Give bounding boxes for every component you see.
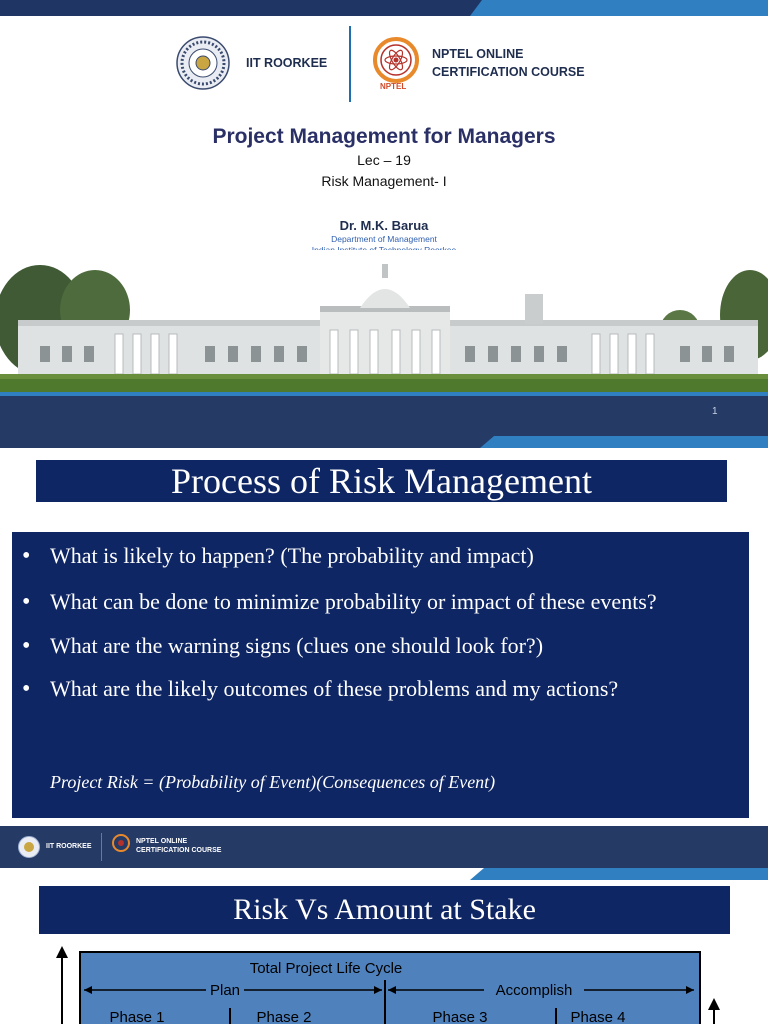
author-name: Dr. M.K. Barua bbox=[339, 218, 429, 233]
bullet-item: • What are the warning signs (clues one should look for?) bbox=[12, 627, 749, 665]
bullet-panel bbox=[12, 532, 749, 818]
slide3-top-accent bbox=[470, 868, 768, 880]
plan-label: Plan bbox=[209, 982, 241, 999]
slide1-top-accent bbox=[470, 0, 768, 16]
project-life-cycle-diagram bbox=[40, 944, 768, 1024]
lecture-number: Lec – 19 bbox=[357, 152, 411, 168]
slide2-top-accent bbox=[480, 436, 768, 448]
footer-nptel-line1: NPTEL ONLINE bbox=[136, 838, 188, 845]
phase-label: Phase 1 bbox=[109, 1009, 165, 1024]
page-number: 1 bbox=[712, 406, 718, 417]
phase-label: Phase 3 bbox=[432, 1009, 488, 1024]
risk-formula: Project Risk = (Probability of Event)(Consequences of Event) bbox=[50, 772, 496, 792]
iit-roorkee-seal-icon bbox=[18, 836, 40, 858]
accomplish-label: Accomplish bbox=[495, 982, 573, 999]
footer-nptel-line2: CERTIFICATION COURSE bbox=[136, 847, 222, 854]
bullet-item: • What can be done to minimize probability or impact of these events? bbox=[12, 583, 749, 621]
slide3-title: Risk Vs Amount at Stake bbox=[39, 886, 730, 934]
slide2-title: Process of Risk Management bbox=[36, 460, 727, 502]
phase-label: Phase 2 bbox=[256, 1009, 312, 1024]
department-label: Department of Management bbox=[331, 234, 437, 244]
nptel-logo-label: NPTEL bbox=[380, 82, 407, 91]
slide1-bottom-line bbox=[0, 392, 768, 396]
footer-iit-label: IIT ROORKEE bbox=[46, 843, 92, 850]
footer-divider bbox=[101, 833, 102, 861]
nptel-line1: NPTEL ONLINE bbox=[432, 47, 524, 61]
phase-label: Phase 4 bbox=[570, 1009, 626, 1024]
logo-divider bbox=[349, 26, 351, 102]
iit-roorkee-seal-icon bbox=[176, 36, 230, 90]
left-axis-arrow-icon bbox=[56, 946, 68, 958]
bullet-item: • What is likely to happen? (The probability and impact) bbox=[12, 537, 749, 575]
iit-roorkee-label: IIT ROORKEE bbox=[246, 56, 328, 70]
nptel-logo-icon bbox=[112, 834, 130, 858]
nptel-line2: CERTIFICATION COURSE bbox=[432, 65, 585, 79]
right-axis-arrow-icon bbox=[708, 998, 720, 1010]
campus-building-image bbox=[0, 250, 768, 392]
course-title: Project Management for Managers bbox=[212, 125, 556, 148]
bullet-item: • What are the likely outcomes of these problems and my actions? bbox=[12, 670, 749, 708]
diagram-header: Total Project Life Cycle bbox=[249, 960, 403, 977]
lecture-topic: Risk Management- I bbox=[321, 173, 447, 189]
